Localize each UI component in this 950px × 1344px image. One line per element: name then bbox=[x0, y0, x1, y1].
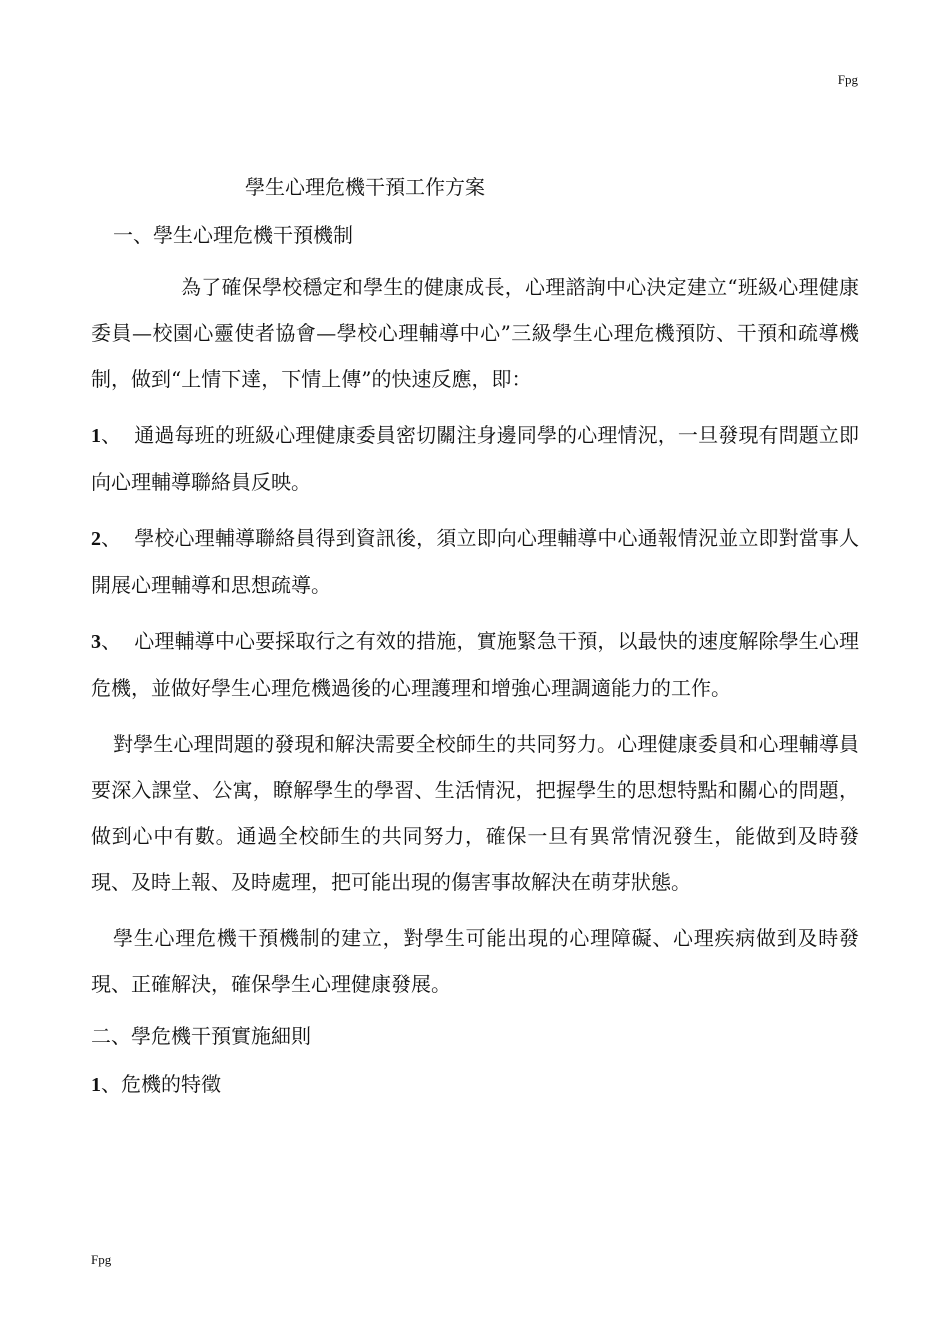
list-item-number: 2 bbox=[91, 528, 101, 550]
subsection-text: 、危機的特徵 bbox=[101, 1072, 221, 1096]
list-item-separator: 、 bbox=[101, 423, 122, 447]
section-heading-1: 一、學生心理危機干預機制 bbox=[113, 223, 353, 247]
list-item-number: 1 bbox=[91, 425, 101, 447]
subsection-number: 1 bbox=[91, 1074, 101, 1096]
list-item-2 bbox=[91, 515, 859, 608]
paragraph-intro: 為了確保學校穩定和學生的健康成長，心理諮詢中心決定建立“班級心理健康委員—校園心靈使者協會—學校心理輔導中心”三級學生心理危機預防、干預和疏導機制，做到“上情下達，下情上傳”的快速反應，即： bbox=[91, 275, 859, 391]
list-item-1 bbox=[91, 412, 859, 505]
page-footer-mark: Fpg bbox=[91, 1252, 112, 1267]
list-item-3 bbox=[91, 618, 859, 711]
section-heading-2: 二、學危機干預實施細則 bbox=[91, 1024, 311, 1048]
list-item-separator: 、 bbox=[101, 629, 122, 653]
list-item-text: 學校心理輔導聯絡員得到資訊後，須立即向心理輔導中心通報情況並立即對當事人開展心理輔導和思想疏導。 bbox=[91, 526, 860, 597]
list-item-separator: 、 bbox=[101, 526, 122, 550]
paragraph-conclusion: 學生心理危機干預機制的建立，對學生可能出現的心理障礙、心理疾病做到及時發現、正確解決，確保學生心理健康發展。 bbox=[91, 926, 859, 996]
list-item-text: 通過每班的班級心理健康委員密切關注身邊同學的心理情況，一旦發現有問題立即向心理輔導聯絡員反映。 bbox=[91, 423, 860, 494]
paragraph-cooperation: 對學生心理問題的發現和解決需要全校師生的共同努力。心理健康委員和心理輔導員要深入課堂、公寓，瞭解學生的學習、生活情況，把握學生的思想特點和關心的問題，做到心中有數。通過全校師生的共同努力，確保一旦有異常情況發生，能做到及時發現、及時上報、及時處理，把可能出現的傷害事故解決在萌芽狀態。 bbox=[91, 732, 859, 894]
page-header-mark: Fpg bbox=[837, 72, 858, 87]
list-item-text: 心理輔導中心要採取行之有效的措施，實施緊急干預，以最快的速度解除學生心理危機，並做好學生心理危機過後的心理護理和增強心理調適能力的工作。 bbox=[91, 629, 860, 700]
document-body bbox=[91, 168, 859, 1114]
document-title: 學生心理危機干預工作方案 bbox=[245, 175, 485, 199]
subsection-heading-1 bbox=[91, 1065, 859, 1104]
list-item-number: 3 bbox=[91, 631, 101, 653]
